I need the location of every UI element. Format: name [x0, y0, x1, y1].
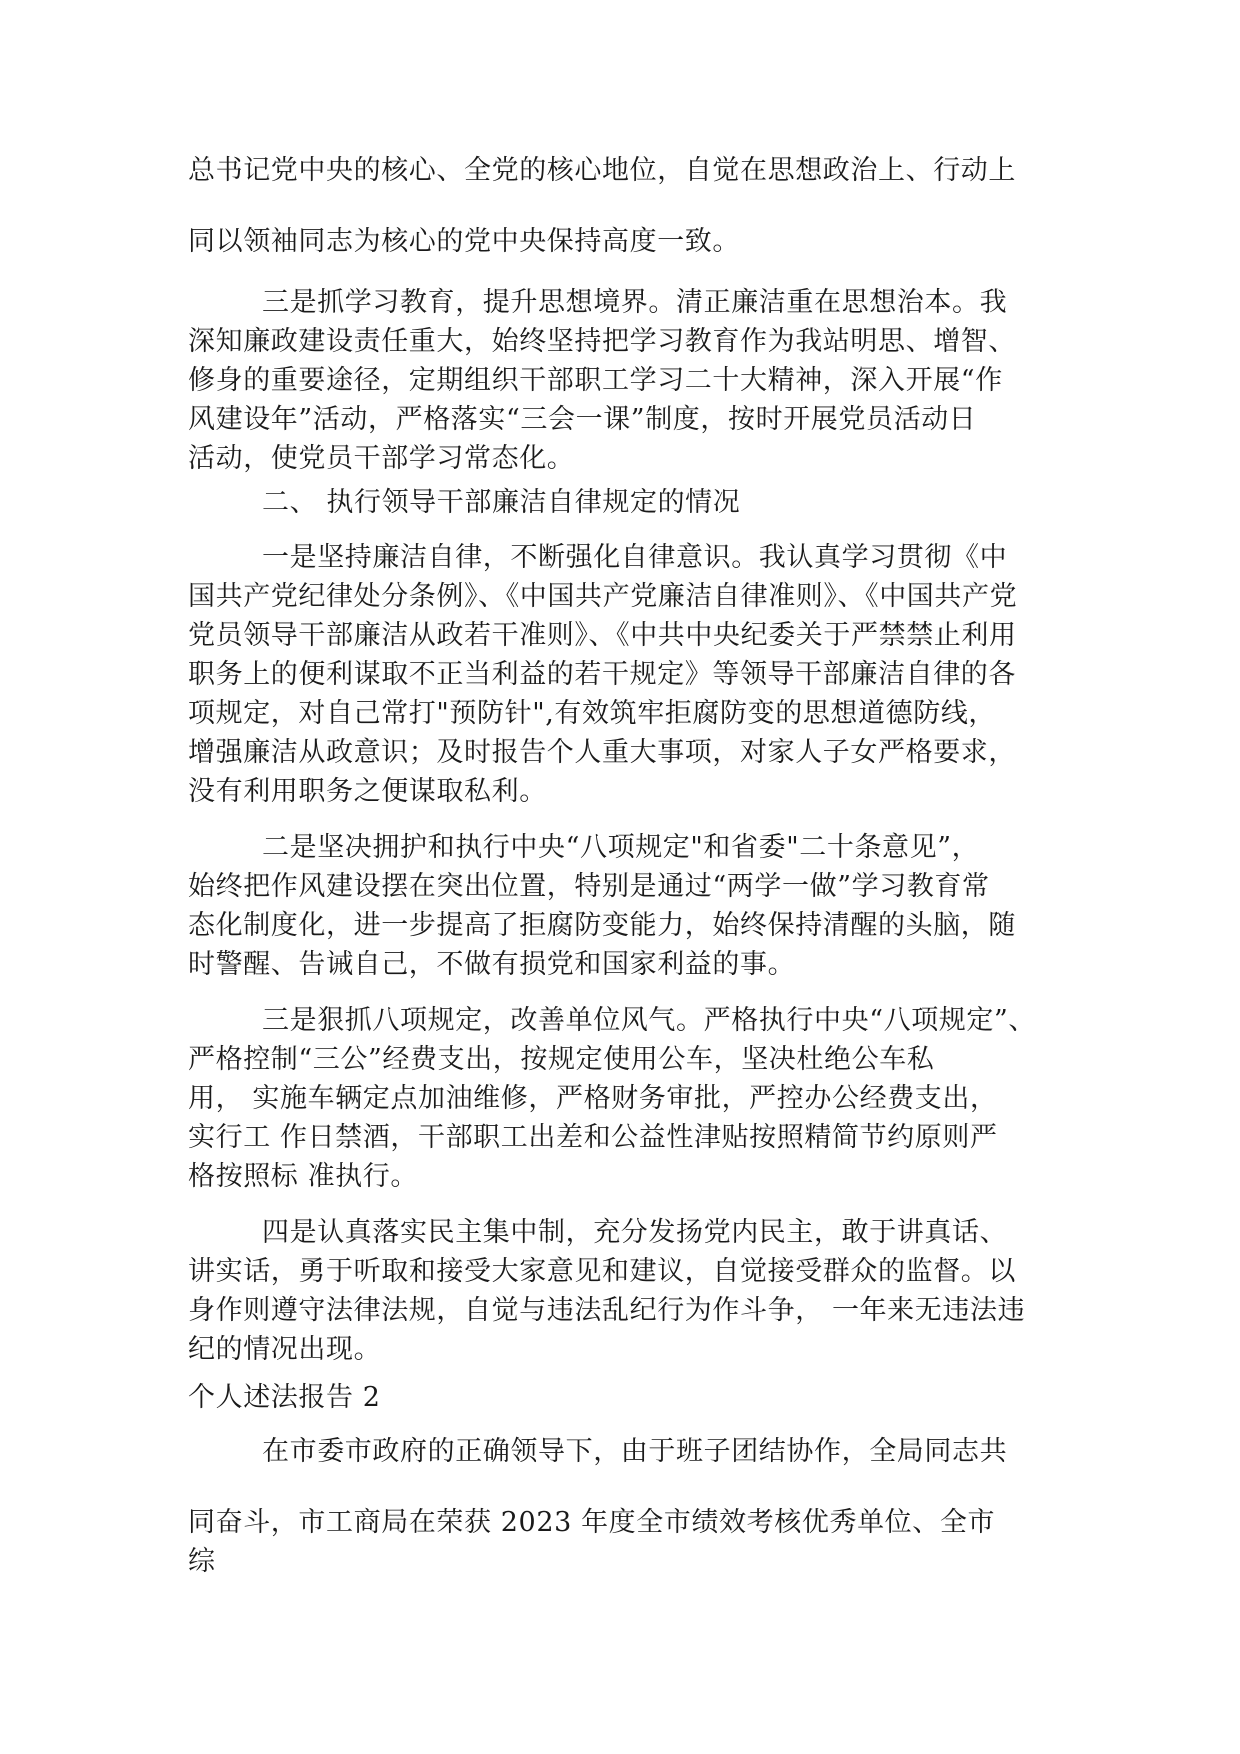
text-line: 没有利用职务之便谋取私利。: [188, 776, 547, 807]
text-line: 国共产党纪律处分条例》、《中国共产党廉洁自律准则》、《中国共产党: [188, 581, 1018, 612]
text-line: 风建设年”活动，严格落实“三会一课”制度，按时开展党员活动日: [188, 404, 977, 435]
text-line: 同奋斗，市工商局在荣获 2023 年度全市绩效考核优秀单位、全市: [188, 1507, 996, 1538]
text-line: 纪的情况出现。: [188, 1334, 382, 1365]
paragraph-first-line: 二是坚决拥护和执行中央“八项规定"和省委"二十条意见”，: [262, 832, 980, 863]
text-line: 讲实话，勇于听取和接受大家意见和建议，自觉接受群众的监督。以: [188, 1256, 1016, 1287]
text-line: 党员领导干部廉洁从政若干准则》、《中共中央纪委关于严禁禁止利用: [188, 620, 1017, 651]
text-line: 同以领袖同志为核心的党中央保持高度一致。: [188, 226, 740, 257]
text-line: 实行工 作日禁酒，干部职工出差和公益性津贴按照精简节约原则严: [188, 1122, 998, 1153]
text-line: 时警醒、告诫自己，不做有损党和国家利益的事。: [188, 949, 796, 980]
paragraph-first-line: 在市委市政府的正确领导下，由于班子团结协作，全局同志共: [262, 1436, 1008, 1467]
text-line: 活动，使党员干部学习常态化。: [188, 443, 575, 474]
paragraph-first-line: 四是认真落实民主集中制，充分发扬党内民主，敢于讲真话、: [262, 1217, 1008, 1248]
text-line: 态化制度化，进一步提高了拒腐防变能力，始终保持清醒的头脑，随: [188, 910, 1016, 941]
text-line: 格按照标 准执行。: [188, 1161, 418, 1192]
section-heading: 二、 执行领导干部廉洁自律规定的情况: [262, 487, 741, 518]
text-line: 深知廉政建设责任重大，始终坚持把学习教育作为我站明思、增智、: [188, 326, 1016, 357]
paragraph-first-line: 一是坚持廉洁自律，不断强化自律意识。我认真学习贯彻《中: [262, 542, 1008, 573]
text-line: 身作则遵守法律法规，自觉与违法乱纪行为作斗争， 一年来无违法违: [188, 1295, 1026, 1326]
text-line: 修身的重要途径，定期组织干部职工学习二十大精神，深入开展“作: [188, 365, 1003, 396]
text-line: 严格控制“三公”经费支出，按规定使用公车，坚决杜绝公车私: [188, 1044, 935, 1075]
text-line: 增强廉洁从政意识；及时报告个人重大事项，对家人子女严格要求，: [188, 737, 1016, 768]
text-line: 始终把作风建设摆在突出位置，特别是通过“两学一做”学习教育常: [188, 871, 990, 902]
text-line: 综: [188, 1546, 216, 1577]
paragraph-first-line: 三是抓学习教育，提升思想境界。清正廉洁重在思想治本。我: [262, 287, 1008, 318]
text-line: 用， 实施车辆定点加油维修，严格财务审批，严控办公经费支出，: [188, 1083, 998, 1114]
paragraph-first-line: 三是狠抓八项规定，改善单位风气。严格执行中央“八项规定”、: [262, 1005, 1037, 1036]
report-title: 个人述法报告 2: [188, 1382, 381, 1413]
text-line: 项规定，对自己常打"预防针",有效筑牢拒腐防变的思想道德防线，: [188, 698, 997, 729]
text-line: 总书记党中央的核心、全党的核心地位，自觉在思想政治上、行动上: [188, 155, 1016, 186]
text-line: 职务上的便利谋取不正当利益的若干规定》等领导干部廉洁自律的各: [188, 659, 1016, 690]
